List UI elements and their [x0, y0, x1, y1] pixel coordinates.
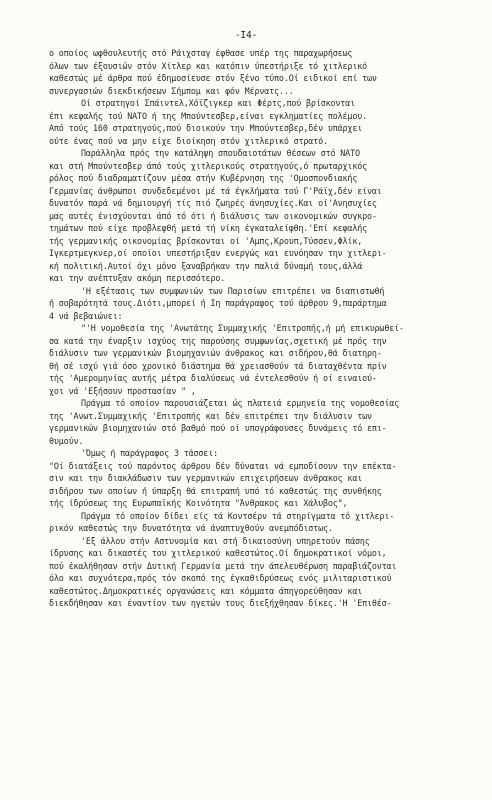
text-line: τημάτων πού είχε προβλεφθή μετά τή νίκη έγκαταλείφθη.'Επί κεφαλής — [49, 223, 367, 233]
text-line: ή σοβαρότητά τους.Διότι,μπορεί ή Ιη παράγραφος τού άρθρου 9,παράρτημα — [49, 298, 387, 308]
text-line: της 'Ανωτ.Συμμαχικής 'Επιτροπής και δέν επιτρέπει την διάλυσιν των — [49, 410, 372, 421]
text-line: καθεστώτος.Δημοκρατικές οργανώσεις και κόμματα άπηγορεύθησαν και — [49, 585, 363, 596]
text-line: ρικόν καθεστώς την δυνατότητα νά άναπτυχθούν ανεμπόδιστως. — [49, 523, 333, 533]
text-line: 4 νά βεβαιώνει: — [49, 310, 123, 321]
text-line: μας αυτές ένισχύονται άπό τό ότι ή διάλυσις των οικονομικών συγκρο- — [49, 210, 377, 221]
text-line: γερμανικών βιομηχανιών στό βαθμό πού οί υπογράφουσες δυνάμεις τό επι- — [49, 423, 387, 433]
text-line: όλο και συχνότερα,πρός τόν σκοπό της έγκαθιδρύσεως ενός μιλιταριστικού — [49, 573, 392, 583]
text-line: ίδρυσης και δικαστές του χιτλερικού καθεστώτος.Οί δημοκρατικοί νόμοι, — [49, 548, 387, 558]
text-line: θυμούν. — [49, 435, 84, 446]
quoted-text-line: τής ίδρύσεως της Ευρωπαϊκής Κοινότητα "Άνθρακος και Χάλυβος", — [49, 498, 348, 508]
text-line: και την ανέπτυξαν ακόμη περισσότερο. — [49, 273, 226, 283]
text-line: Ιγκερτμεγκνερ,οί οποίοι υπεστήριξαν ενεργώς και ευνόησαν την χιτλερι- — [49, 248, 387, 258]
text-line: Παράλληλα πρός την κατάληψη σπουδαιοτάτων θέσεων στό ΝΑΤΟ — [81, 148, 360, 158]
text-line: πού έκαλήθησαν στήν Δυτική Γερμανία μετά την άπελευθέρωση παραβιάζονται — [49, 560, 397, 571]
text-line: Πράγμα τό οποίον παρουσιάζεται ώς πλατειά ερμηνεία της νομοθεσίας — [81, 398, 399, 408]
text-line: κή πολιτική.Αυτοί όχι μόνο ξαναβρήκαν την παλιά δύναμή τους,άλλά — [49, 260, 363, 271]
text-line: 'Εξ άλλου στήν Αστυνομία και στή δικαιοσύνη υπηρετούν πάσης — [81, 535, 370, 546]
text-line: συνεργασιών διεκδικήσεων Σήμπομ και φόν Μέρνατς... — [49, 85, 294, 96]
document-body — [49, 47, 479, 610]
quoted-text-line: "'Η νομοθεσία της 'Ανωτάτης Συμμαχικής 'Επιτροπής,ή μή επικυρωθεί- — [81, 323, 404, 333]
quoted-text-line: σιν και την διακλάδωσιν των γερμανικών επιχειρήσεων άνθρακος και — [49, 473, 363, 483]
text-line: έπι κεφαλής τού ΝΑΤΟ ή της Μπούντεσβερ,είναι εγκληματίες πολέμου. — [49, 110, 367, 121]
text-line: διεκδήθησαν και έναντίον των ηγετών τους διεξήχθησαν δίκες.'Η 'Επιθέσ- — [49, 598, 392, 608]
text-line: 'Όμως ή παράγραφος 3 τάσσει: — [81, 448, 218, 458]
text-line: και στή Μπούντεσβερ άπό τούς χιτλερικούς στρατηγούς,ό πρωταρχικός — [49, 160, 367, 171]
text-line: δυνατόν παρά νά δημιουργή τίς πιό ζωηρές άνησυχίες.Και οί'Ανησυχίες — [49, 198, 377, 208]
quoted-text-line: "Οί διατάξεις τού παρόντος άρθρου δέν δύναται νά εμποδίσουν την επέκτα- — [49, 460, 397, 471]
text-line: ούτε ένας πού να μην είχε διοίκηση στόν χιτλερικό στρατό. — [49, 135, 328, 146]
text-line: Γερμανίας άνθρωποι συνδεδεμένοι μέ τά έγκλήματα τού Γ'Ράϊχ,δέν είναι — [49, 185, 382, 196]
text-line: ρόλος πού διαδραματίζουν μέσα στήν Κυβέρνηση της 'Ομοσπονδιακής — [49, 173, 358, 183]
quoted-text-line: σα κατά την έναρξιν ισχύος της παρούσης συμφωνίας,σχετική μέ πρός την — [49, 335, 387, 346]
text-line: καθεστώς μέ άρθρα πού έδημοσίευσε στόν ξένο τύπο.Οί ειδικοί επί των — [49, 73, 377, 83]
text-line: Από τούς 160 στρατηγούς,πού διοικούν την Μπούντεσβερ,δέν υπάρχει — [49, 123, 363, 133]
text-line: 'Η εξέτασις των συμφωνιών των Παρισίων επιτρέπει να διαπιστωθή — [81, 285, 385, 296]
text-line: τής γερμανικής οικονομίας βρίσκονται οί 'Αμπς,Κρουπ,Τύσσεν,Φλίκ, — [49, 235, 363, 246]
quoted-text-line: διάλυσιν των γερμανικών βιομηχανιών άνθρακος και σιδήρου,θά διατηρη- — [49, 348, 382, 358]
text-line: Οί στρατηγοί Σπάιντελ,Χόϊζιγκερ και Φέρτς,πού βρίσκονται — [81, 98, 355, 108]
page-number: -I4- — [234, 30, 258, 41]
quoted-text-line: θή σέ ισχύ γιά όσο χρονικό διάστημα θά χρειασθούν τά διαταχθέντα πρίν — [49, 360, 387, 371]
quoted-text-line: χοι νά 'Εξήσουν προστασίαν " , — [49, 385, 196, 396]
quoted-text-line: τής 'Αμερομηνίας αυτής μέτρα διαλύσεως νά έντελεσθούν ή οί ειναιού- — [49, 373, 377, 383]
quoted-text-line: σιδήρου των οποίων ή ύπαρξη θά επιτραπή υπό τό καθεστώς της συνθήκης — [49, 485, 382, 496]
text-line: όλων των έξουσιών στόν Χίτλερ και κατόπιν ύπεστήριξε τό χιτλερικό — [49, 60, 367, 71]
text-line: ο οποίος ωφθουλευτής στό Ράιχσταγ έφθασε υπέρ της παραχωρήσεως — [49, 48, 353, 58]
text-line: Πράγμα τό οποίον δίδει είς τά Κοντσέρν τά στηρίγματα τό χιτλερι- — [81, 510, 395, 521]
